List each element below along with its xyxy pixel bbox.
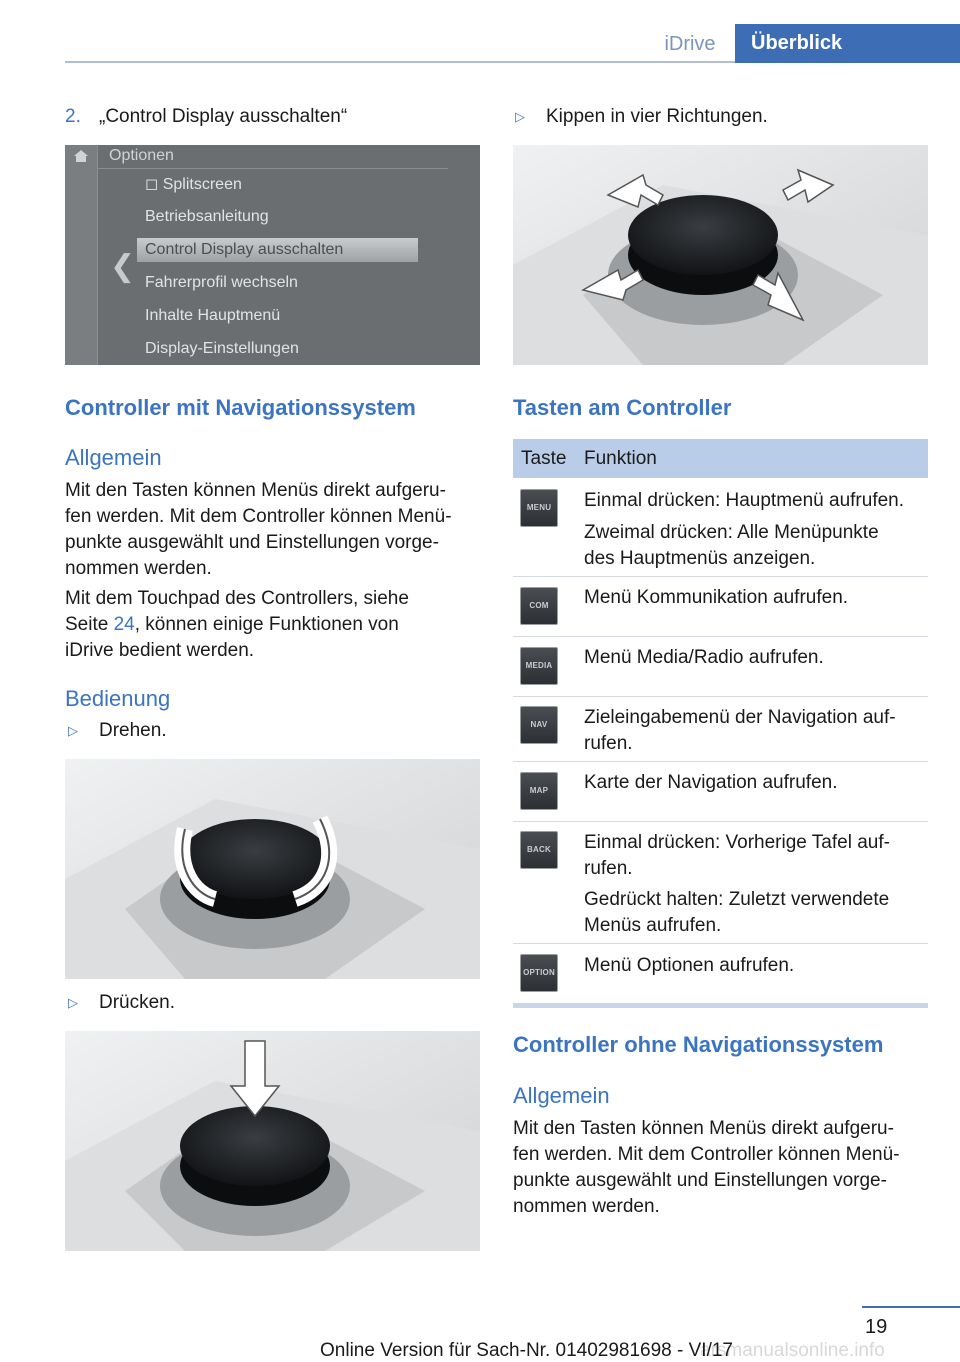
nav-key-icon: NAV bbox=[520, 706, 558, 744]
para-line: nommen werden. bbox=[513, 1196, 660, 1217]
bullet-press: Drücken. bbox=[99, 992, 176, 1013]
menu-item-manual: Betriebsanleitung bbox=[145, 208, 269, 225]
menu-item-driver-profile: Fahrerprofil wechseln bbox=[145, 274, 298, 291]
table-row-desc: Zieleingabemenü der Navigation auf- bbox=[584, 707, 896, 728]
header-rule bbox=[65, 61, 735, 63]
home-icon bbox=[73, 149, 89, 163]
bullet-triangle-icon: ▷ bbox=[68, 723, 78, 738]
page-link[interactable]: 24 bbox=[113, 614, 135, 635]
options-menu-screenshot bbox=[65, 145, 480, 365]
menu-item-display-off: Control Display ausschalten bbox=[137, 238, 418, 262]
page-number: 19 bbox=[865, 1316, 888, 1338]
table-header-function: Funktion bbox=[584, 448, 657, 469]
menu-key-icon: MENU bbox=[520, 489, 558, 527]
com-key-icon: COM bbox=[520, 587, 558, 625]
table-row-desc: Menü Kommunikation aufrufen. bbox=[584, 587, 849, 608]
table-row-divider bbox=[513, 576, 928, 577]
controller-press-drawing bbox=[65, 1031, 480, 1251]
controller-turn-illustration bbox=[65, 759, 480, 979]
table-row-divider bbox=[513, 636, 928, 637]
table-row-desc: Gedrückt halten: Zuletzt verwendete bbox=[584, 889, 890, 910]
controller-tilt-drawing bbox=[513, 145, 928, 365]
menu-side-bar bbox=[65, 145, 98, 365]
bullet-triangle-icon: ▷ bbox=[68, 995, 78, 1010]
bullet-turn: Drehen. bbox=[99, 720, 167, 741]
heading-controller-buttons: Tasten am Controller bbox=[513, 395, 732, 420]
para-text: Seite bbox=[65, 614, 114, 635]
table-row-desc: Karte der Navigation aufrufen. bbox=[584, 772, 838, 793]
table-row-desc: Zweimal drücken: Alle Menüpunkte bbox=[584, 522, 879, 543]
controller-tilt-illustration bbox=[513, 145, 928, 365]
heading-controller-no-nav: Controller ohne Navigationssystem bbox=[513, 1032, 884, 1057]
footer-watermark: arsmanualsonline.info bbox=[700, 1340, 885, 1361]
para-line: punkte ausgewählt und Einstellungen vorge- bbox=[513, 1170, 887, 1191]
para-text: , können einige Funktionen von bbox=[134, 614, 399, 635]
table-row-desc: Einmal drücken: Vorherige Tafel auf- bbox=[584, 832, 890, 853]
para-line: fen werden. Mit dem Controller können Menü- bbox=[513, 1144, 900, 1165]
table-row-divider bbox=[513, 761, 928, 762]
para-line: fen werden. Mit dem Controller können Menü- bbox=[65, 506, 452, 527]
footer-rule bbox=[862, 1306, 960, 1308]
header-tab: Überblick bbox=[735, 24, 960, 63]
table-row-desc: Menüs aufrufen. bbox=[584, 915, 722, 936]
para-line: Mit den Tasten können Menüs direkt aufgeru- bbox=[65, 480, 446, 501]
controller-press-illustration bbox=[65, 1031, 480, 1251]
menu-item-display-settings: Display-Einstellungen bbox=[145, 340, 299, 357]
para-line: iDrive bedient werden. bbox=[65, 640, 255, 661]
subheading-operation: Bedienung bbox=[65, 686, 171, 711]
table-row-desc: rufen. bbox=[584, 733, 633, 754]
footer-online-version: Online Version für Sach-Nr. 01402981698 - VI/17 bbox=[320, 1340, 733, 1361]
step-text: „Control Display ausschalten“ bbox=[99, 106, 348, 127]
subheading-general: Allgemein bbox=[65, 445, 162, 470]
table-row-divider bbox=[513, 821, 928, 822]
step-number: 2. bbox=[65, 106, 81, 127]
table-header-key: Taste bbox=[521, 448, 567, 469]
bullet-tilt: Kippen in vier Richtungen. bbox=[546, 106, 768, 127]
controller-turn-drawing bbox=[65, 759, 480, 979]
header-section: iDrive bbox=[664, 33, 716, 55]
option-key-icon: OPTION bbox=[520, 954, 558, 992]
chevron-left-icon: ❮ bbox=[110, 250, 136, 283]
para-line: Mit dem Touchpad des Controllers, siehe bbox=[65, 588, 409, 609]
back-key-icon: BACK bbox=[520, 831, 558, 869]
table-row-divider bbox=[513, 943, 928, 944]
table-row-desc: rufen. bbox=[584, 858, 633, 879]
para-line: Mit den Tasten können Menüs direkt aufgeru- bbox=[513, 1118, 894, 1139]
table-row-desc: Menü Optionen aufrufen. bbox=[584, 955, 795, 976]
subheading-general-2: Allgemein bbox=[513, 1083, 610, 1108]
para-line: nommen werden. bbox=[65, 558, 212, 579]
heading-controller-nav: Controller mit Navigationssystem bbox=[65, 395, 416, 420]
para-line bbox=[65, 612, 399, 638]
table-row-desc: Menü Media/Radio aufrufen. bbox=[584, 647, 824, 668]
menu-title: Optionen bbox=[109, 147, 174, 164]
para-line: punkte ausgewählt und Einstellungen vorge- bbox=[65, 532, 439, 553]
menu-item-main-menu-content: Inhalte Hauptmenü bbox=[145, 307, 281, 324]
table-end-rule bbox=[513, 1003, 928, 1008]
map-key-icon: MAP bbox=[520, 772, 558, 810]
table-header bbox=[513, 439, 928, 478]
menu-item-splitscreen: ◻ Splitscreen bbox=[145, 176, 242, 193]
bullet-triangle-icon: ▷ bbox=[515, 109, 525, 124]
media-key-icon: MEDIA bbox=[520, 647, 558, 685]
table-row-desc: Einmal drücken: Hauptmenü aufrufen. bbox=[584, 490, 905, 511]
table-row-divider bbox=[513, 696, 928, 697]
table-row-desc: des Hauptmenüs anzeigen. bbox=[584, 548, 816, 569]
